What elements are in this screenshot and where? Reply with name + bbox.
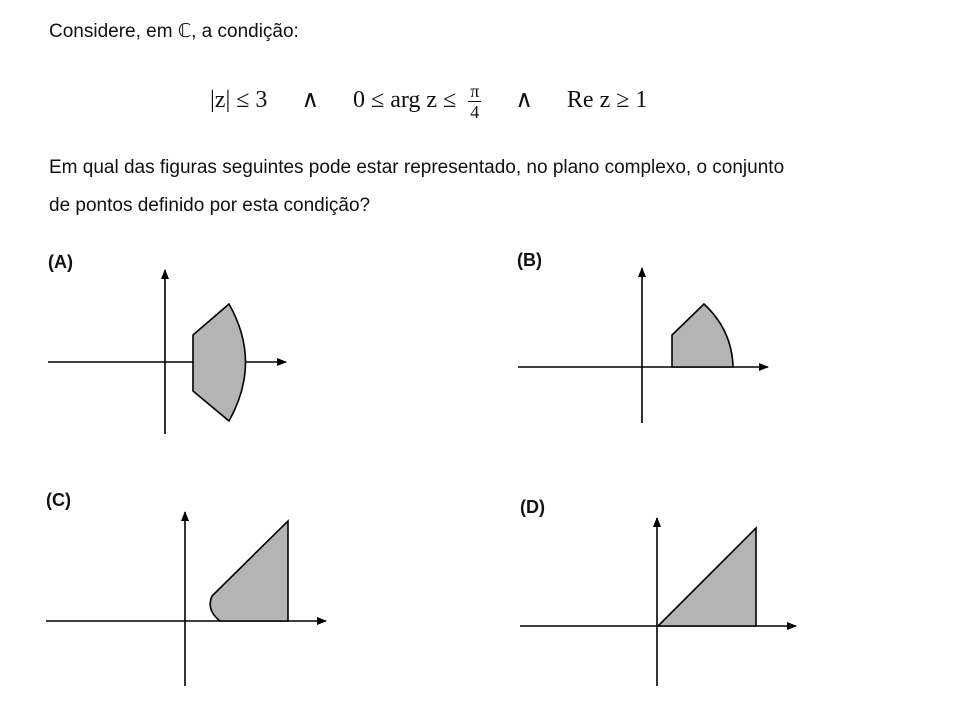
figure-d-region — [658, 528, 756, 626]
figure-c — [46, 512, 326, 686]
figure-d — [520, 518, 796, 686]
option-b-label: (B) — [517, 250, 542, 270]
figure-a — [48, 270, 286, 434]
condition-argument: 0 ≤ arg z ≤ — [353, 87, 457, 114]
condition-modulus: |z| ≤ 3 — [210, 87, 268, 114]
option-c-label: (C) — [46, 490, 71, 510]
figure-c-region — [210, 521, 288, 621]
and-symbol-1: ∧ — [301, 87, 320, 114]
fraction-denominator: 4 — [470, 102, 480, 122]
prompt-line-2: de pontos definido por esta condição? — [49, 195, 371, 216]
option-d-label: (D) — [520, 497, 545, 517]
prompt-line-1: Em qual das figuras seguintes pode estar representado, no plano complexo, o conjunto — [49, 157, 785, 178]
option-a-label: (A) — [48, 252, 73, 272]
intro-text: Considere, em ℂ, a condição: — [49, 21, 299, 42]
condition-real-part: Re z ≥ 1 — [566, 87, 648, 114]
and-symbol-2: ∧ — [515, 87, 533, 114]
figure-b-region — [672, 304, 733, 367]
figure-a-region — [193, 304, 246, 421]
figure-b — [518, 268, 768, 423]
fraction-numerator: π — [470, 81, 480, 101]
